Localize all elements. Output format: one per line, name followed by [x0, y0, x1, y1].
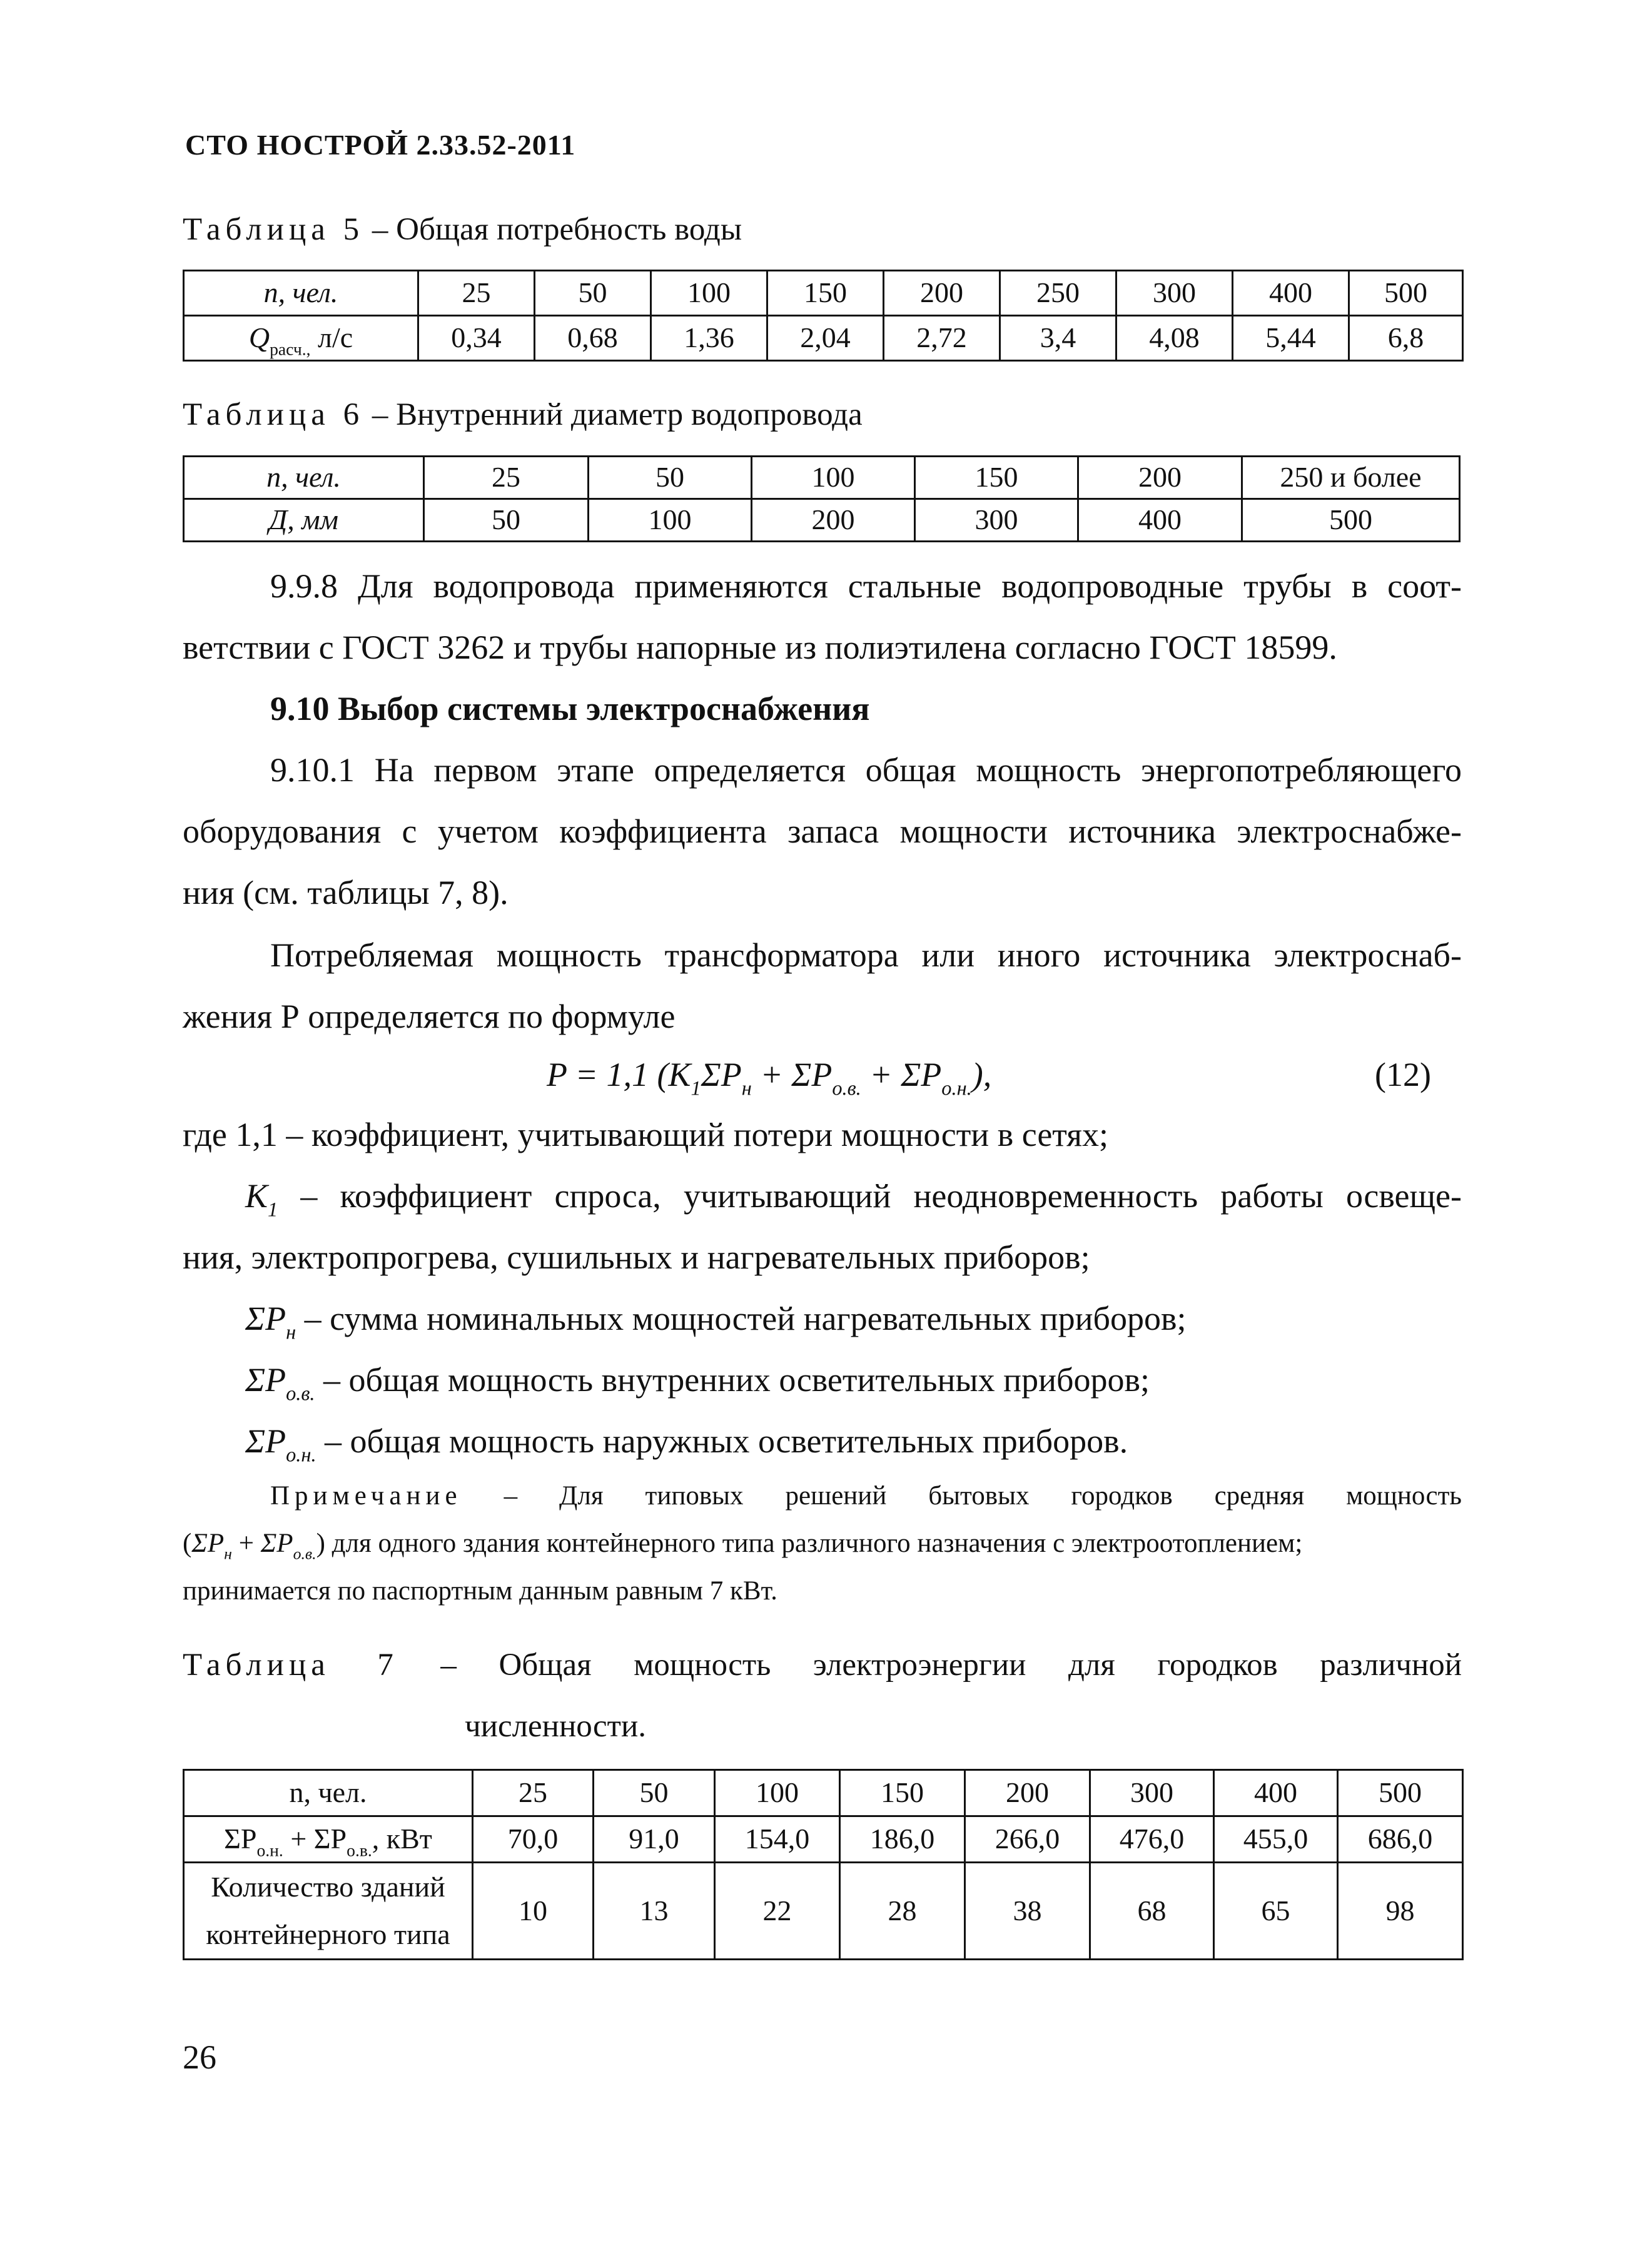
page-number: 26 — [183, 2038, 216, 2076]
table-cell: 5,44 — [1233, 316, 1349, 361]
table-cell: 98 — [1338, 1863, 1463, 1960]
note-line2: $(\Sigma P_н + \Sigma P_{о.в.})$ для одного здания контейнерного типа различного назначения с электроотоплением; — [183, 1529, 1303, 1563]
table7-caption-text: – Общая мощность электроэнергии для городков различной — [440, 1648, 1462, 1683]
table-cell: 2,72 — [884, 316, 1000, 361]
table7-row1-label: n, чел. — [184, 1770, 473, 1816]
table-cell: 400 — [1078, 499, 1242, 542]
table7-row2-label: $\Sigma P_{о.н.} + \Sigma P_{о.в.}$, кВт — [184, 1816, 473, 1863]
table-cell: 28 — [840, 1863, 965, 1960]
where-k1-line2: ния, электропрогрева, сушильных и нагревательных приборов; — [183, 1238, 1090, 1276]
table-cell: 250 и более — [1242, 457, 1460, 499]
table-cell: 200 — [752, 499, 915, 542]
table-cell: 100 — [752, 457, 915, 499]
table-cell: 50 — [424, 499, 589, 542]
table-cell: 0,68 — [535, 316, 651, 361]
table-cell: 186,0 — [840, 1816, 965, 1863]
table-cell: 100 — [715, 1770, 840, 1816]
note-label: Примечание — [270, 1481, 462, 1511]
table6-caption-label: Таблица 6 — [183, 397, 365, 432]
table-cell: 3,4 — [1000, 316, 1116, 361]
table7-row3-label: Количество зданий контейнерного типа — [184, 1863, 473, 1960]
paragraph-9101-line3: ния (см. таблицы 7, 8). — [183, 874, 509, 911]
table-cell: 200 — [884, 271, 1000, 316]
table-cell: 150 — [767, 271, 884, 316]
where-pov: $\Sigma P_{о.в.}$ – общая мощность внутренних осветительных приборов; — [245, 1361, 1150, 1405]
table-cell: 65 — [1214, 1863, 1338, 1960]
table-cell: 100 — [589, 499, 752, 542]
table-cell: 25 — [424, 457, 589, 499]
table7-caption-line2: численности. — [465, 1709, 646, 1744]
paragraph-power-line1: Потребляемая мощность трансформатора или иного источника электроснаб- — [270, 936, 1462, 974]
table-cell: 500 — [1338, 1770, 1463, 1816]
table-cell: 500 — [1349, 271, 1463, 316]
where-k1-line1: $K_1$ – коэффициент спроса, учитывающий неодновременность работы освеще- — [245, 1177, 1462, 1222]
where-line0: где 1,1 – коэффициент, учитывающий потери мощности в сетях; — [183, 1116, 1109, 1153]
table5 — [183, 270, 1464, 362]
where-pon: $\Sigma P_{о.н.}$ – общая мощность наружных осветительных приборов. — [245, 1422, 1128, 1467]
paragraph-9101-line2: оборудования с учетом коэффициента запаса мощности источника электроснабже- — [183, 813, 1462, 850]
table-cell: 70,0 — [473, 1816, 594, 1863]
table-cell: 476,0 — [1090, 1816, 1214, 1863]
table6 — [183, 455, 1460, 542]
table-cell: 686,0 — [1338, 1816, 1463, 1863]
table5-row1-label: п, чел. — [184, 271, 418, 316]
table-cell: 200 — [1078, 457, 1242, 499]
note-line1: Примечание – Для типовых решений бытовых городков средняя мощность — [270, 1481, 1462, 1511]
table6-row2-label: Д, мм — [184, 499, 424, 542]
table-cell: 10 — [473, 1863, 594, 1960]
table-cell: 50 — [594, 1770, 715, 1816]
table-cell: 1,36 — [651, 316, 767, 361]
table-cell: 91,0 — [594, 1816, 715, 1863]
table-cell: 0,34 — [418, 316, 535, 361]
table-cell: 500 — [1242, 499, 1460, 542]
table-cell: 22 — [715, 1863, 840, 1960]
table-cell: 100 — [651, 271, 767, 316]
paragraph-power-line2: жения Р определяется по формуле — [183, 998, 676, 1035]
table-cell: 455,0 — [1214, 1816, 1338, 1863]
table-cell: 400 — [1233, 271, 1349, 316]
section-heading: 9.10 Выбор системы электроснабжения — [270, 690, 870, 727]
table-cell: 68 — [1090, 1863, 1214, 1960]
table7-caption — [183, 1647, 1462, 1683]
table-cell: 300 — [1090, 1770, 1214, 1816]
table-cell: 400 — [1214, 1770, 1338, 1816]
table-cell: 50 — [589, 457, 752, 499]
table6-row1-label: п, чел. — [184, 457, 424, 499]
table6-caption — [183, 397, 863, 433]
table-cell: 154,0 — [715, 1816, 840, 1863]
table7 — [183, 1769, 1464, 1960]
table-cell: 300 — [915, 499, 1078, 542]
table-cell: 50 — [535, 271, 651, 316]
table-cell: 25 — [473, 1770, 594, 1816]
table-cell: 150 — [915, 457, 1078, 499]
where-pn: $\Sigma P_н$ – сумма номинальных мощностей нагревательных приборов; — [245, 1300, 1187, 1344]
table-cell: 4,08 — [1116, 316, 1233, 361]
table5-row2-label: $Q_{расч.,}$ л/с — [184, 316, 418, 361]
formula-12: P = 1,1 $(K_1\Sigma P_н + \Sigma P_{о.в.} + \Sigma P_{о.н.})$, — [547, 1056, 992, 1100]
document-header: СТО НОСТРОЙ 2.33.52-2011 — [185, 129, 576, 161]
paragraph-998-line2: ветствии с ГОСТ 3262 и трубы напорные из полиэтилена согласно ГОСТ 18599. — [183, 629, 1337, 666]
table5-caption-label: Таблица 5 — [183, 212, 365, 247]
table-cell: 6,8 — [1349, 316, 1463, 361]
table-cell: 150 — [840, 1770, 965, 1816]
table-cell: 13 — [594, 1863, 715, 1960]
note-line3: принимается по паспортным данным равным 7 кВт. — [183, 1576, 777, 1606]
table-cell: 38 — [965, 1863, 1090, 1960]
table6-caption-text: – Внутренний диаметр водопровода — [372, 397, 863, 432]
table-cell: 2,04 — [767, 316, 884, 361]
table-cell: 300 — [1116, 271, 1233, 316]
formula-number: (12) — [1375, 1056, 1431, 1093]
table7-caption-label: Таблица 7 — [183, 1648, 398, 1683]
paragraph-998-line1: 9.9.8 Для водопровода применяются стальные водопроводные трубы в соот- — [270, 567, 1462, 605]
table-cell: 266,0 — [965, 1816, 1090, 1863]
paragraph-9101-line1: 9.10.1 На первом этапе определяется общая мощность энергопотребляющего — [270, 751, 1462, 789]
table-cell: 200 — [965, 1770, 1090, 1816]
table-cell: 25 — [418, 271, 535, 316]
table-cell: 250 — [1000, 271, 1116, 316]
table5-caption-text: – Общая потребность воды — [372, 212, 742, 247]
table5-caption — [183, 211, 742, 248]
